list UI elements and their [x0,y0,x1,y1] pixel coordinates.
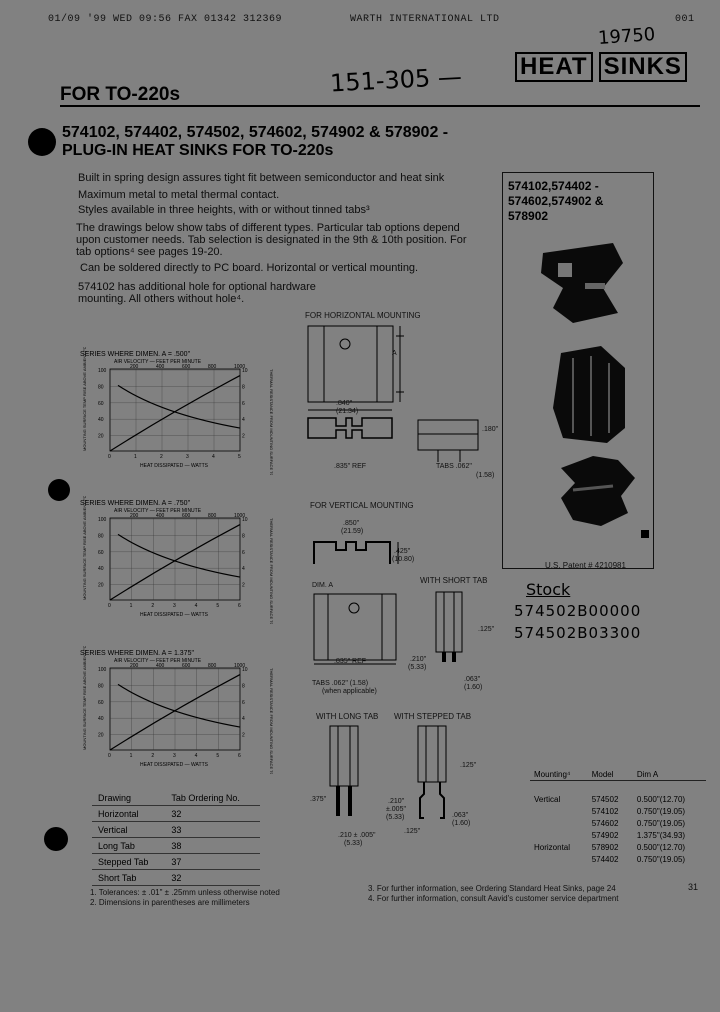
heat-sink-photo-3 [561,456,635,526]
cell-mounting [530,829,588,841]
chart-left-label: MOUNTING SURFACE TEMP RISE ABOVE AMBIENT (°C) [82,646,87,750]
chart-top-tick: 600 [182,364,191,370]
table-row [530,829,706,841]
heat-sinks-logo [515,52,687,82]
table-row [92,870,260,886]
chart-2 [80,496,280,629]
chart-bottom-tick: 4 [194,753,198,759]
chart-resistance-curve [118,684,240,727]
chart-left-tick: 20 [98,732,104,739]
chart-right-tick: 4 [242,417,245,424]
chart-right-tick: 8 [242,533,245,540]
stepped-tab-dim-3: .063" [452,812,469,819]
chart-bottom-tick: 4 [212,454,215,460]
bullet-6: 574102 has additional hole for optional hardware mounting. All others without hole⁴. [78,281,316,305]
chart-bottom-tick: 3 [173,603,176,609]
chart-left-tick: 20 [98,582,104,589]
cell-model: 574502 [591,794,619,804]
chart-top-tick: 600 [182,513,191,519]
h-dim-a: A [392,350,397,357]
bullet-5: Can be soldered directly to PC board. Horizontal or vertical mounting. [80,262,419,274]
chart-bottom-tick: 2 [160,454,163,460]
long-tab-dim-2: .210 ± .005" [338,832,376,839]
cell-tab-no: 37 [165,854,260,870]
chart-top-tick: 200 [130,364,139,370]
logo-sinks: SINKS [599,52,687,82]
cell-dim: 0.750"(19.05) [636,818,686,828]
cell-mounting [530,805,588,817]
chart-left-label: MOUNTING SURFACE TEMP RISE ABOVE AMBIENT (°C) [82,347,87,451]
handwritten-ref-top: 19750 [597,24,656,49]
v-ref: .835" REF [334,658,367,665]
chart-right-tick: 10 [242,368,248,374]
title-line-2: PLUG-IN HEAT SINKS FOR TO-220s [62,142,334,159]
heat-sink-photo-2 [553,346,625,443]
chart-top-tick: 400 [156,513,165,519]
chart-left-tick: 20 [98,433,104,440]
short-tab-dim-3: .063" [464,676,481,683]
v-depth-mm: (10.80) [392,556,415,563]
cell-mounting [530,853,588,865]
chart-left-tick: 100 [98,517,107,523]
chart-resistance-curve [118,534,240,577]
chart-top-tick: 200 [130,663,139,669]
page-number: 31 [688,882,699,892]
table-row [530,853,706,865]
chart-right-label: THERMAL RESISTANCE FROM MOUNTING SURFACE TO AMBIENT (°C/W) [269,518,274,624]
title-rule [60,105,700,107]
chart-1 [80,347,280,480]
table-row [92,822,260,838]
chart-right-label: THERMAL RESISTANCE FROM MOUNTING SURFACE TO AMBIENT (°C/W) [269,668,274,774]
chart-left-label: MOUNTING SURFACE TEMP RISE ABOVE AMBIENT (°C) [82,496,87,600]
chart-right-tick: 8 [242,683,245,690]
chart-right-tick: 8 [242,384,245,391]
chart-3 [80,646,280,779]
footnote-3: 3. For further information, see Ordering Standard Heat Sinks, page 24 [368,884,616,893]
cell-model: 578902 [591,842,619,852]
stepped-tab-dim-3-mm: (1.60) [452,820,471,827]
stock-number-2: 574502B03300 [514,624,642,642]
table-row [92,838,260,854]
chart-bottom-tick: 0 [108,454,111,460]
chart-bottom-label: HEAT DISSIPATED — WATTS [140,762,208,768]
chart-bottom-tick: 5 [216,603,220,609]
punch-hole-mid [48,479,70,501]
product-box-line-2: 574602,574902 & [508,194,604,208]
chart-right-tick: 2 [242,433,245,440]
chart-right-tick: 4 [242,716,245,723]
v-width: .850" [343,520,360,527]
footnote-1: 1. Tolerances: ± .01" ± .25mm unless otherwise noted [90,888,280,897]
stock-label: Stock [526,580,571,599]
chart-bottom-tick: 0 [108,603,111,609]
header-dim-a: Dim A [636,769,659,779]
horizontal-mounting-title: FOR HORIZONTAL MOUNTING [305,311,421,320]
chart-bottom-tick: 6 [238,753,241,759]
short-tab-dim-1: .125" [478,626,495,633]
punch-hole-bottom [44,827,68,851]
h-tabs: TABS .062" [436,463,472,470]
chart-top-tick: 800 [208,513,217,519]
chart-right-tick: 4 [242,566,245,573]
cell-tab-no: 33 [165,822,260,838]
chart-bottom-tick: 1 [134,454,137,460]
chart-right-label: THERMAL RESISTANCE FROM MOUNTING SURFACE TO AMBIENT (°C/W) [269,369,274,475]
section-title: FOR TO-220s [60,84,181,105]
chart-left-tick: 60 [98,549,104,556]
handwritten-ref-mid: 151-305 — [329,62,463,98]
thermal-chart-svg [80,347,280,475]
v-depth: .425" [394,548,411,555]
cell-model: 574402 [591,854,619,864]
chart-left-tick: 60 [98,400,104,407]
short-tab-dim-2: .210" [410,656,427,663]
chart-bottom-tick: 5 [216,753,220,759]
chart-right-tick: 6 [242,549,245,556]
patent-text: U.S. Patent # 4210981 [545,561,626,570]
chart-left-tick: 100 [98,667,107,673]
chart-bottom-tick: 1 [129,603,133,609]
chart-top-tick: 1000 [234,513,246,519]
bullet-4: The drawings below show tabs of different types. Particular tab options depend upon customer needs. Tab selection is designated in the 9th & 10th position. For tab options⁴ see pages 19-20. [76,222,467,258]
chart-left-tick: 60 [98,699,104,706]
long-tab-dim-1: .375" [310,796,327,803]
chart-top-tick: 600 [182,663,191,669]
chart-series-label: SERIES WHERE DIMEN. A = .500" [80,351,191,358]
chart-bottom-tick: 0 [108,753,111,759]
chart-bottom-label: HEAT DISSIPATED — WATTS [140,612,208,618]
table-header-row [92,790,260,806]
cell-drawing: Long Tab [92,838,165,854]
cell-tab-no: 38 [165,838,260,854]
short-tab-dim-3-mm: (1.60) [464,684,483,691]
v-width-mm: (21.59) [341,528,364,535]
cell-tab-no: 32 [165,870,260,886]
header-drawing: Drawing [92,790,165,806]
chart-left-tick: 100 [98,368,107,374]
cell-mounting: Vertical [534,794,561,804]
flag-icon [641,530,649,538]
product-box-line-1: 574102,574402 - [508,179,599,193]
cell-dim: 0.750"(19.05) [636,806,686,816]
bullet-1: Built in spring design assures tight fit between semiconductor and heat sink [78,172,445,184]
chart-rise-curve [110,376,240,451]
chart-top-tick: 1000 [234,364,246,370]
product-box [502,172,654,569]
chart-top-tick: 800 [208,364,217,370]
chart-right-tick: 2 [242,732,245,739]
chart-bottom-tick: 2 [151,753,155,759]
cell-dim: 0.500"(12.70) [636,794,686,804]
chart-right-tick: 10 [242,667,248,673]
table-row [530,805,706,817]
chart-right-tick: 10 [242,517,248,523]
tab-ordering-table [92,790,260,886]
chart-right-tick: 2 [242,582,245,589]
short-tab-title: WITH SHORT TAB [420,576,488,585]
cell-dim: 0.750"(19.05) [636,854,686,864]
cell-model: 574102 [591,806,619,816]
chart-top-axis-label: AIR VELOCITY — FEET PER MINUTE [114,658,202,664]
h-width-mm: (21.34) [336,408,359,415]
chart-bottom-tick: 3 [186,454,189,460]
thermal-chart-svg [80,496,280,624]
horizontal-mounting-drawing [300,322,500,472]
chart-bottom-tick: 1 [129,753,133,759]
table-row [530,841,706,853]
bullet-2: Maximum metal to metal thermal contact. [78,189,280,201]
cell-drawing: Stepped Tab [92,854,165,870]
short-tab-dim-2-mm: (5.33) [408,664,427,671]
stepped-tab-dim-2b: ±.005" [386,806,406,813]
dim-a-label: DIM. A [312,582,334,589]
chart-right-tick: 6 [242,699,245,706]
chart-left-tick: 40 [98,566,104,573]
mounting-table [530,768,706,865]
fax-header-page: 001 [675,14,695,25]
chart-top-tick: 200 [130,513,139,519]
cell-tab-no: 32 [165,806,260,822]
bullet-3: Styles available in three heights, with or without tinned tabs³ [78,204,370,216]
short-tab-drawing [430,588,480,678]
h-ref: .835" REF [334,463,367,470]
logo-heat: HEAT [515,52,593,82]
header-tab-ordering: Tab Ordering No. [165,790,260,806]
chart-series-label: SERIES WHERE DIMEN. A = .750" [80,500,191,507]
cell-mounting: Horizontal [534,842,571,852]
h-depth: .180" [482,426,499,433]
chart-left-tick: 40 [98,716,104,723]
stepped-tab-dim-4: .125" [404,828,421,835]
vertical-mounting-title: FOR VERTICAL MOUNTING [310,501,414,510]
header-mounting: Mounting⁴ [534,769,571,779]
fax-header-company: WARTH INTERNATIONAL LTD [350,14,500,25]
title-line-1: 574102, 574402, 574502, 574602, 574902 & 578902 - [62,124,449,141]
chart-bottom-label: HEAT DISSIPATED — WATTS [140,463,208,469]
table-row [530,793,706,805]
chart-top-tick: 1000 [234,663,246,669]
fax-header-datetime: 01/09 '99 WED 09:56 FAX 01342 312369 [48,14,283,25]
long-tab-dim-2-mm: (5.33) [344,840,363,847]
stepped-tab-dim-2-mm: (5.33) [386,814,405,821]
header-model: Model [591,769,614,779]
stepped-tab-dim-1: .125" [460,762,477,769]
cell-model: 574902 [591,830,619,840]
stepped-tab-dim-2: .210" [388,798,405,805]
long-tab-drawing [320,722,380,832]
h-tabs-mm: (1.58) [476,472,495,479]
table-header-row [530,768,706,781]
punch-hole-top [28,128,56,156]
chart-top-tick: 400 [156,364,165,370]
chart-top-axis-label: AIR VELOCITY — FEET PER MINUTE [114,359,202,365]
chart-series-label: SERIES WHERE DIMEN. A = 1.375" [80,650,194,657]
chart-left-tick: 80 [98,384,104,391]
h-width: .840" [336,400,353,407]
cell-dim: 0.500"(12.70) [636,842,686,852]
cell-drawing: Horizontal [92,806,165,822]
table-row [530,817,706,829]
cell-mounting [530,817,588,829]
table-row [92,854,260,870]
cell-model: 574602 [591,818,619,828]
chart-left-tick: 40 [98,417,104,424]
cell-dim: 1.375"(34.93) [636,830,686,840]
chart-top-tick: 800 [208,663,217,669]
product-box-line-3: 578902 [508,209,549,223]
heat-sink-photos [503,228,653,548]
chart-right-tick: 6 [242,400,245,407]
footnote-2: 2. Dimensions in parentheses are millimeters [90,898,250,907]
chart-bottom-tick: 3 [173,753,176,759]
chart-bottom-tick: 5 [238,454,241,460]
chart-top-axis-label: AIR VELOCITY — FEET PER MINUTE [114,508,202,514]
stepped-tab-title: WITH STEPPED TAB [394,712,472,721]
table-row [92,806,260,822]
v-tabs: TABS .062" (1.58) [312,680,369,687]
thermal-chart-svg [80,646,280,774]
cell-drawing: Short Tab [92,870,165,886]
long-tab-title: WITH LONG TAB [316,712,379,721]
footnote-4: 4. For further information, consult Aavid's customer service department [368,894,619,903]
chart-resistance-curve [118,385,240,428]
chart-bottom-tick: 4 [194,603,198,609]
chart-left-tick: 80 [98,533,104,540]
v-tabs-note: (when applicable) [322,688,377,695]
stock-number-1: 574502B00000 [514,602,642,620]
cell-drawing: Vertical [92,822,165,838]
chart-top-tick: 400 [156,663,165,669]
heat-sink-photo-1 [541,243,623,323]
chart-bottom-tick: 2 [151,603,155,609]
chart-bottom-tick: 6 [238,603,241,609]
chart-left-tick: 80 [98,683,104,690]
